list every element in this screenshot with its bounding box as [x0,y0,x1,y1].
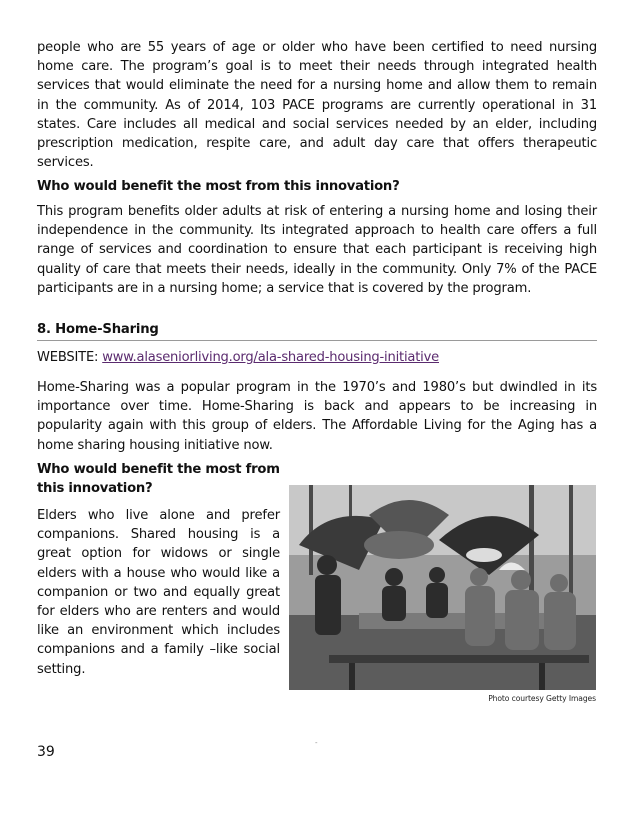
website-line [37,348,597,367]
benefit-paragraph-pace: This program benefits older adults at risk of entering a nursing home and losing their independence in the community. Its integrated approach to health care offers a full range of services and coordination to ensure that each participant is receiving high quality of care that meets their needs, ideally in the community. Only 7% of the PACE participants are in a nursing home; a service that is covered by the program. [37,204,597,296]
website-label: WEBSITE: [37,350,103,365]
photo-credit: Photo courtesy Getty Images [488,694,596,703]
benefit-heading-pace: Who would benefit the most from this innovation? [37,179,400,194]
benefit-heading-home-sharing: Who would benefit the most from this innovation? [37,462,280,496]
website-link[interactable]: www.alaseniorliving.org/ala-shared-housing-initiative [102,350,439,365]
elders-umbrellas-photo [289,485,596,690]
benefit-text-home-sharing: Elders who live alone and prefer companions. Shared housing is a great option for widows or single elders with a house who would like a companion or two and equally great for elders who are renters and would like an environment which includes companions and a family –like social setting. [37,508,280,677]
section-divider [37,340,597,341]
home-sharing-paragraph: Home-Sharing was a popular program in the 1970’s and 1980’s but dwindled in its importance over time. Home-Sharing is back and appears to be increasing in popularity again with this group of elders. The Affordable Living for the Aging has a home sharing housing initiative now. [37,380,597,453]
photo-illustration [289,485,596,690]
intro-paragraph: people who are 55 years of age or older who have been certified to need nursing home care. The program’s goal is to meet their needs through integrated health services that would eliminate the need for a nursing home and allow them to remain in the community. As of 2014, 103 PACE programs are currently operational in 31 states. Care includes all medical and social services needed by an elder, including prescription medication, respite care, and adult day care that offers therapeutic services. [37,40,597,171]
section-title-home-sharing: 8. Home-Sharing [37,322,159,337]
footer-mark: - [315,739,318,747]
page-number: 39 [37,744,55,760]
